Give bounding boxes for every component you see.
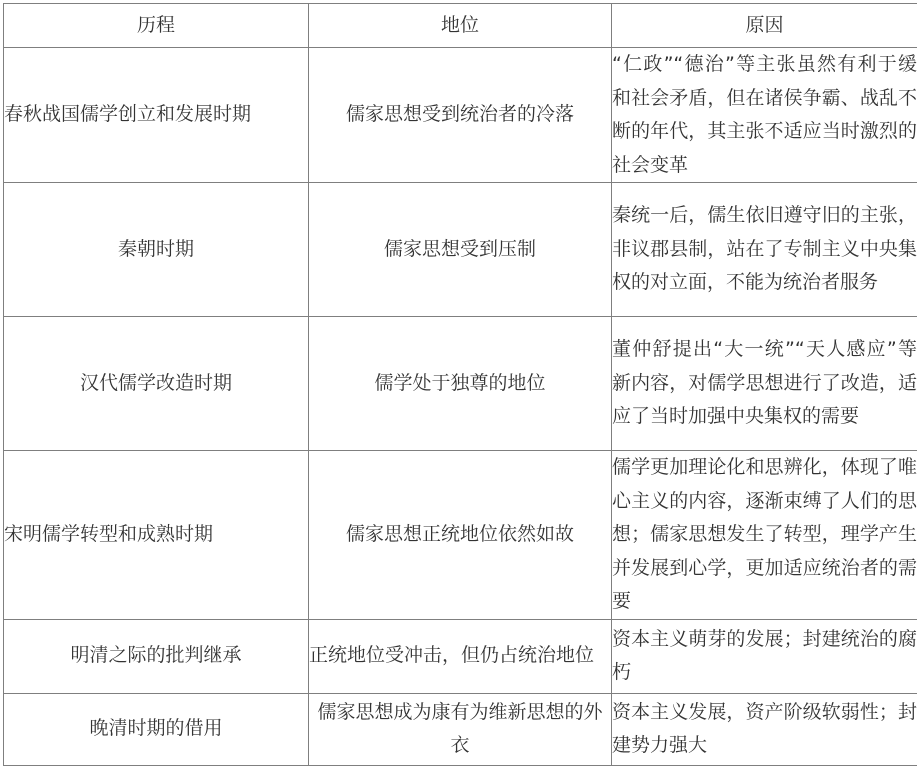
stage-cell: 秦朝时期 xyxy=(4,183,309,317)
table-row xyxy=(4,183,917,317)
column-header-reason: 原因 xyxy=(612,4,917,48)
status-cell: 儒家思想正统地位依然如故 xyxy=(309,451,612,620)
reason-cell: 资本主义萌芽的发展；封建统治的腐朽 xyxy=(612,619,917,693)
reason-cell: 秦统一后，儒生依旧遵守旧的主张，非议郡县制，站在了专制主义中央集权的对立面，不能为统治者服务 xyxy=(612,183,917,317)
reason-cell: 儒学更加理论化和思辨化，体现了唯心主义的内容，逐渐束缚了人们的思想；儒家思想发生了转型，理学产生并发展到心学，更加适应统治者的需要 xyxy=(612,451,917,620)
column-header-stage: 历程 xyxy=(4,4,309,48)
stage-cell: 春秋战国儒学创立和发展时期 xyxy=(4,48,309,183)
status-cell: 正统地位受冲击，但仍占统治地位 xyxy=(309,619,612,693)
status-cell: 儒家思想受到压制 xyxy=(309,183,612,317)
reason-cell: 董仲舒提出“大一统”“天人感应”等新内容，对儒学思想进行了改造，适应了当时加强中央集权的需要 xyxy=(612,317,917,451)
column-header-status: 地位 xyxy=(309,4,612,48)
reason-cell: 资本主义发展，资产阶级软弱性；封建势力强大 xyxy=(612,693,917,765)
stage-cell: 明清之际的批判继承 xyxy=(4,619,309,693)
reason-cell: “仁政”“德治”等主张虽然有利于缓和社会矛盾，但在诸侯争霸、战乱不断的年代，其主张不适应当时激烈的社会变革 xyxy=(612,48,917,183)
stage-cell: 晚清时期的借用 xyxy=(4,693,309,765)
table-row xyxy=(4,451,917,620)
history-table xyxy=(3,3,917,766)
status-cell: 儒家思想受到统治者的冷落 xyxy=(309,48,612,183)
status-cell: 儒家思想成为康有为维新思想的外衣 xyxy=(309,693,612,765)
table-row xyxy=(4,48,917,183)
table-row xyxy=(4,619,917,693)
table-header-row xyxy=(4,4,917,48)
table-row xyxy=(4,317,917,451)
status-cell: 儒学处于独尊的地位 xyxy=(309,317,612,451)
stage-cell: 汉代儒学改造时期 xyxy=(4,317,309,451)
stage-cell: 宋明儒学转型和成熟时期 xyxy=(4,451,309,620)
table-row xyxy=(4,693,917,765)
